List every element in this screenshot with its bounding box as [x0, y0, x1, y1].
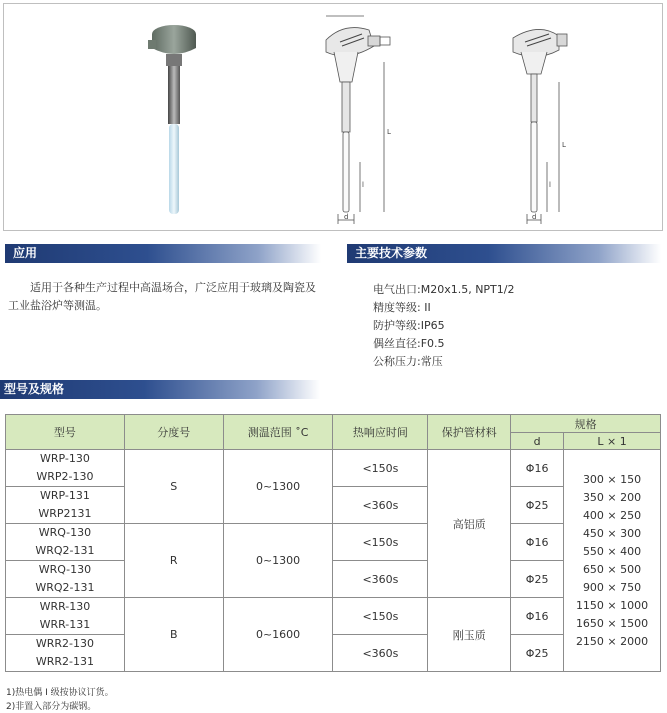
table-row: [6, 561, 661, 598]
range-cell: 0~1600: [223, 598, 333, 672]
length-item: 300 × 150: [582, 472, 642, 486]
note-2: 2)非置入部分为碳钢。: [6, 702, 97, 712]
model-cell: WRQ2-131: [35, 581, 95, 594]
models-heading: 型号及规格: [0, 380, 320, 399]
table-row: [6, 635, 661, 672]
header-model: 型号: [6, 415, 125, 450]
tube-cell: 高铝质: [428, 450, 511, 598]
d-cell: Φ25: [511, 561, 564, 598]
param-protection: 防护等级:IP65: [373, 319, 445, 332]
length-item: 1150 × 1000: [575, 598, 649, 612]
model-cell: WRR2-131: [35, 655, 94, 668]
response-cell: <360s: [333, 635, 428, 672]
model-cell: WRP-130: [39, 452, 90, 465]
length-list: [564, 450, 661, 672]
spec-table: [5, 414, 661, 672]
length-item: 550 × 400: [582, 544, 642, 558]
grade-cell: B: [124, 598, 223, 672]
length-item: 450 × 300: [582, 526, 642, 540]
dim-l-1: l: [362, 181, 364, 189]
length-item: 400 × 250: [582, 508, 642, 522]
length-item: 650 × 500: [582, 562, 642, 576]
response-cell: <360s: [333, 561, 428, 598]
response-cell: <150s: [333, 524, 428, 561]
header-lx: L × 1: [564, 433, 661, 450]
param-electrical-outlet: 电气出口:M20x1.5, NPT1/2: [373, 283, 515, 296]
header-range: 测温范围 ˚C: [223, 415, 333, 450]
header-tube: 保护管材料: [428, 415, 511, 450]
param-accuracy: 精度等级: II: [373, 301, 431, 314]
range-cell: 0~1300: [223, 524, 333, 598]
model-cell: WRQ-130: [38, 526, 92, 539]
length-item: 350 × 200: [582, 490, 642, 504]
response-cell: <360s: [333, 487, 428, 524]
table-row: [6, 450, 661, 487]
model-cell: WRP2-130: [36, 470, 94, 483]
dim-L-1: L: [387, 128, 391, 136]
thermocouple-photo: [134, 14, 214, 229]
param-wire-diameter: 偶丝直径:F0.5: [373, 337, 445, 350]
table-row: [6, 487, 661, 524]
drawing-2-dimensions: [499, 12, 599, 227]
header-d: d: [511, 433, 564, 450]
param-pressure: 公称压力:常压: [373, 355, 443, 368]
table-row: [6, 524, 661, 561]
d-cell: Φ25: [511, 487, 564, 524]
header-grade: 分度号: [124, 415, 223, 450]
tube-cell: 刚玉质: [428, 598, 511, 672]
length-item: 900 × 750: [582, 580, 642, 594]
model-cell: WRR-131: [39, 618, 91, 631]
range-cell: 0~1300: [223, 450, 333, 524]
model-cell: WRQ-130: [38, 563, 92, 576]
dim-L-2: L: [562, 141, 566, 149]
model-cell: WRR2-130: [35, 637, 94, 650]
d-cell: Φ16: [511, 450, 564, 487]
model-cell: WRP-131: [39, 489, 90, 502]
dim-d-2: d: [532, 213, 537, 221]
d-cell: Φ16: [511, 598, 564, 635]
model-cell: WRP2131: [38, 507, 92, 520]
product-figure-panel: [3, 3, 663, 231]
length-item: 1650 × 1500: [575, 616, 649, 630]
grade-cell: S: [124, 450, 223, 524]
length-item: 2150 × 2000: [575, 634, 649, 648]
model-cell: WRR-130: [39, 600, 91, 613]
d-cell: Φ16: [511, 524, 564, 561]
response-cell: <150s: [333, 450, 428, 487]
header-spec: 规格: [511, 415, 661, 433]
note-1: 1)热电偶 I 级按协议订货。: [6, 688, 114, 698]
header-response: 热响应时间: [333, 415, 428, 450]
d-cell: Φ25: [511, 635, 564, 672]
response-cell: <150s: [333, 598, 428, 635]
table-row: [6, 598, 661, 635]
application-text: 适用于各种生产过程中高温场合，广泛应用于玻璃及陶瓷及工业盐浴炉等测温。: [8, 281, 316, 312]
model-cell: WRQ2-131: [35, 544, 95, 557]
grade-cell: R: [124, 524, 223, 598]
application-heading: 应用: [5, 244, 321, 263]
tech-params-heading: 主要技术参数: [347, 244, 661, 263]
dim-d-1: d: [344, 213, 349, 221]
dim-l-2: l: [549, 181, 551, 189]
drawing-1-dimensions: [314, 12, 414, 227]
